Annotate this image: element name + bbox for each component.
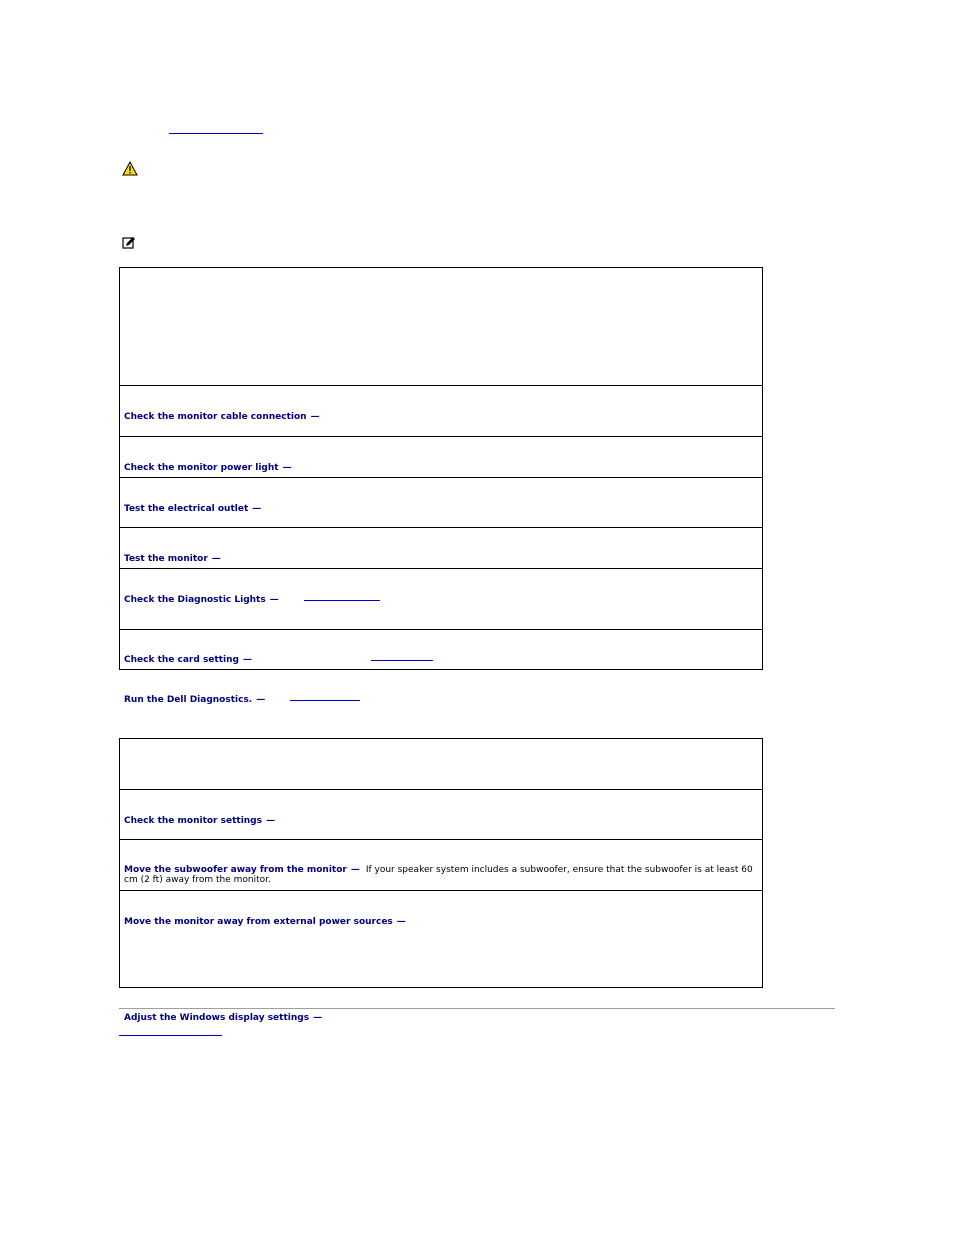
- row-dash: —: [252, 504, 262, 514]
- back-to-contents-link[interactable]: [169, 133, 263, 134]
- warning-triangle-icon: [122, 161, 138, 176]
- row-term: Test the electrical outlet: [124, 504, 249, 514]
- table-row: [120, 268, 763, 386]
- row-term: Check the monitor power light: [124, 463, 279, 473]
- row-term: Test the monitor: [124, 554, 208, 564]
- table-cell: [120, 790, 763, 885]
- row-dash: —: [269, 595, 279, 605]
- table-row: [120, 478, 763, 528]
- row-dash: —: [265, 816, 275, 826]
- row-dash: —: [310, 412, 320, 422]
- row-term: Check the monitor settings: [124, 816, 262, 826]
- table-row: [120, 386, 763, 437]
- footer-divider: [119, 1008, 835, 1009]
- row-term: Check the card setting: [124, 655, 239, 665]
- row-dash: —: [256, 695, 266, 705]
- dell-diagnostics-link[interactable]: [290, 700, 360, 701]
- row-term: Adjust the Windows display settings: [124, 1013, 310, 1023]
- row-dash: —: [282, 463, 292, 473]
- row-dash: —: [350, 865, 360, 875]
- table-row: [120, 891, 763, 988]
- diagnostic-lights-link[interactable]: [304, 600, 380, 601]
- card-setting-link[interactable]: [371, 660, 433, 661]
- row-term: Check the Diagnostic Lights: [124, 595, 266, 605]
- table-cell: [120, 891, 763, 1023]
- row-dash: —: [396, 917, 406, 927]
- table-cell: [120, 268, 763, 422]
- table-cell: [120, 478, 763, 564]
- video-troubleshooting-table: [119, 267, 763, 705]
- row-term: Run the Dell Diagnostics.: [124, 695, 253, 705]
- back-to-contents-footer-link[interactable]: [119, 1035, 222, 1036]
- row-description: If your speaker system includes a subwoofer, ensure that the subwoofer is at least 60 cm (2 ft) away from the monitor.: [124, 865, 753, 885]
- row-dash: —: [313, 1013, 323, 1023]
- row-dash: —: [211, 554, 221, 564]
- table-cell: [120, 386, 763, 473]
- table-cell: [120, 739, 763, 826]
- row-dash: —: [242, 655, 252, 665]
- row-term: Move the monitor away from external power sources: [124, 917, 393, 927]
- table-row: [120, 790, 763, 840]
- row-term: Move the subwoofer away from the monitor: [124, 865, 347, 875]
- display-quality-table: [119, 738, 763, 1023]
- note-pencil-icon: [122, 236, 136, 250]
- table-row: [120, 739, 763, 790]
- row-term: Check the monitor cable connection: [124, 412, 307, 422]
